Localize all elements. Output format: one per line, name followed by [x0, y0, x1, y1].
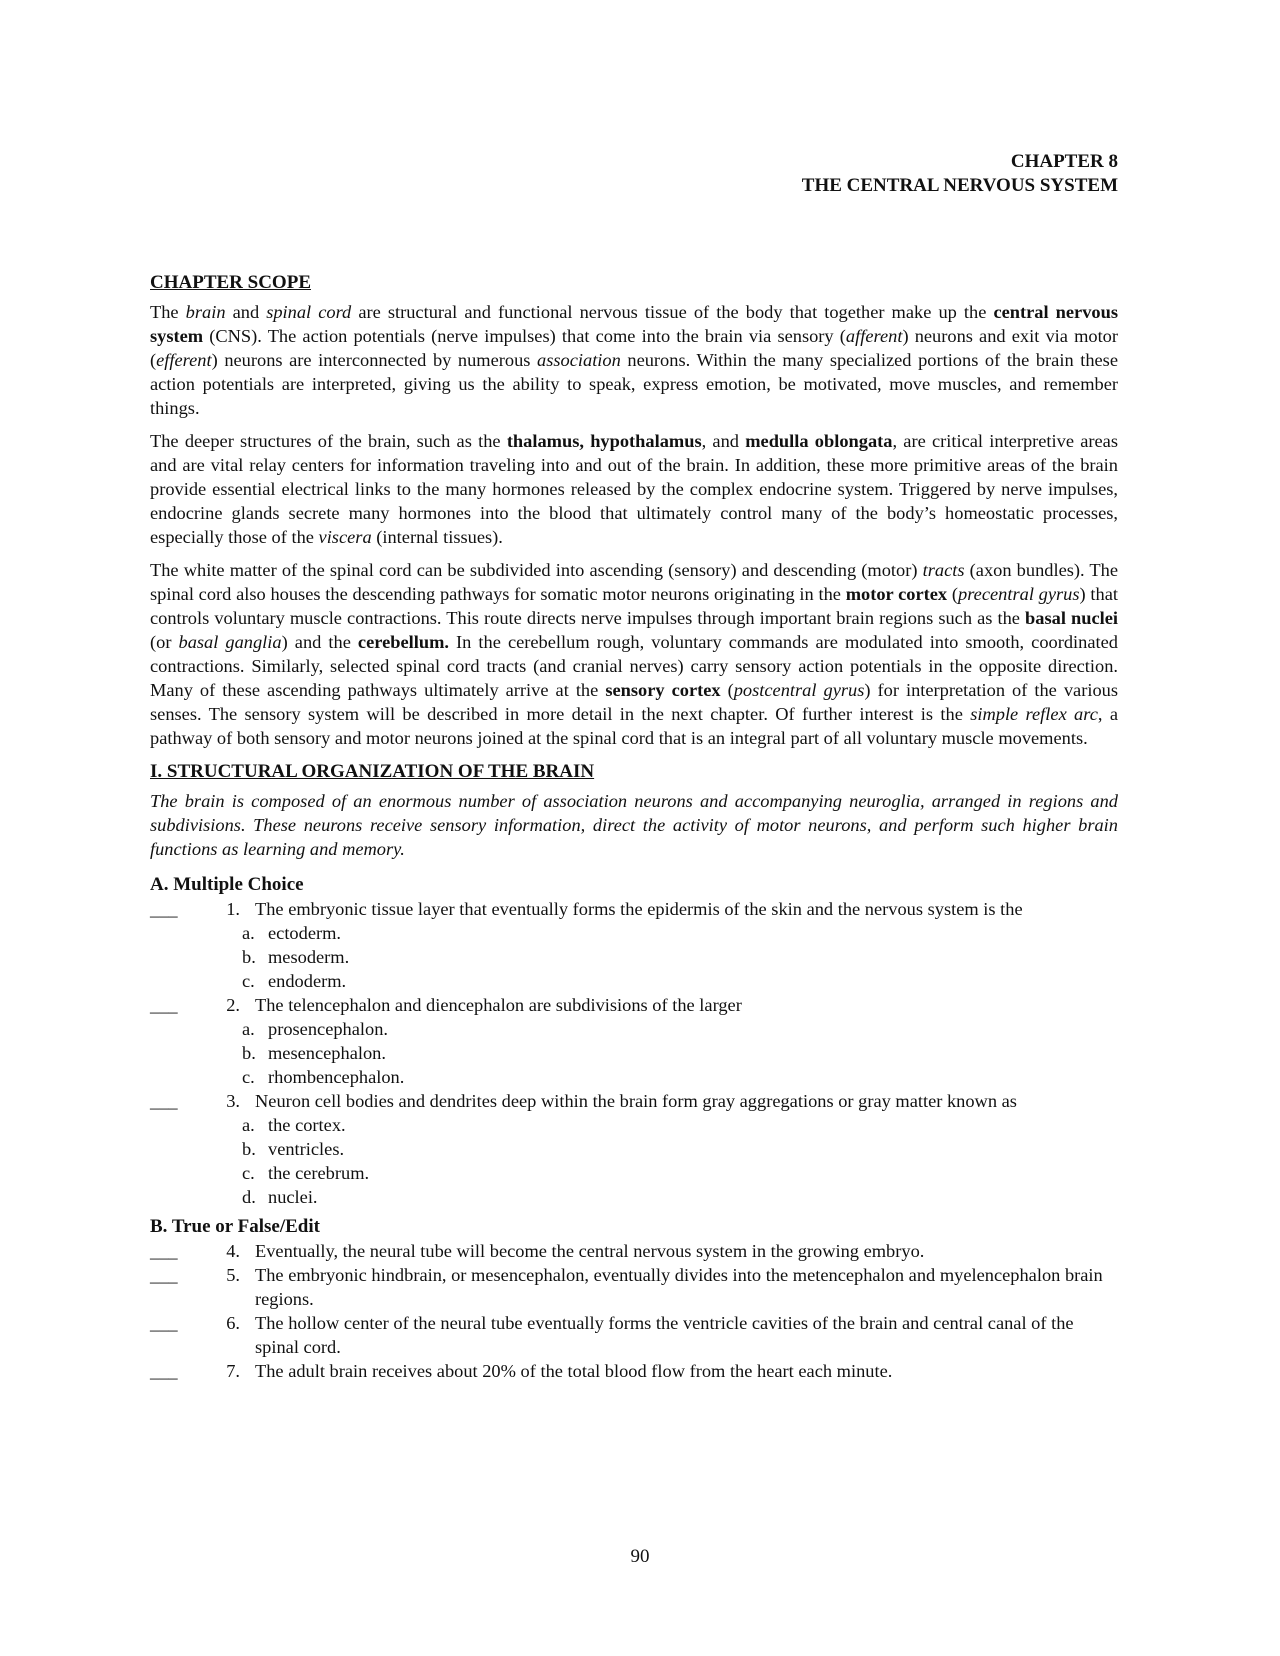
- question-row: [150, 1263, 1118, 1311]
- option-letter: c.: [242, 1067, 255, 1087]
- question-text: The embryonic hindbrain, or mesencephalon, eventually divides into the metencephalon and myelencephalon brain regions.: [255, 1265, 1103, 1309]
- text-run: The white matter of the spinal cord can be subdivided into ascending (sensory) and descending (motor): [150, 560, 923, 580]
- answer-blank: ___: [150, 995, 178, 1015]
- text-run: (axon bundles). The spinal cord also houses the descending pathways for somatic motor neurons originating in the: [150, 560, 1119, 604]
- chapter-title: THE CENTRAL NERVOUS SYSTEM: [801, 175, 1118, 196]
- question-number: 4.: [226, 1241, 240, 1261]
- answer-option: [242, 1185, 1118, 1209]
- question-text: The telencephalon and diencephalon are subdivisions of the larger: [255, 995, 742, 1015]
- option-text: mesencephalon.: [268, 1043, 386, 1063]
- option-letter: b.: [242, 947, 256, 967]
- answer-blank: ___: [150, 1313, 178, 1333]
- italic-term: afferent: [845, 326, 903, 346]
- italic-term: brain: [185, 302, 226, 322]
- option-text: nuclei.: [268, 1187, 318, 1207]
- chapter-header: [150, 150, 1118, 198]
- answer-option: [242, 1041, 1118, 1065]
- option-text: endoderm.: [268, 971, 347, 991]
- answer-blank: ___: [150, 1241, 178, 1261]
- multiple-choice-list: [150, 897, 1118, 1209]
- question-text: The adult brain receives about 20% of the total blood flow from the heart each minute.: [255, 1361, 893, 1381]
- scope-paragraph-1: [150, 300, 1118, 420]
- true-false-list: [150, 1239, 1118, 1383]
- bold-term: medulla oblongata: [745, 431, 893, 451]
- question-number: 6.: [226, 1313, 240, 1333]
- bold-term: central nervous system: [150, 302, 1118, 346]
- answer-blank: ___: [150, 1361, 178, 1381]
- answer-option: [242, 1161, 1118, 1185]
- bold-term: thalamus, hypothalamus: [506, 431, 702, 451]
- option-letter: b.: [242, 1043, 256, 1063]
- italic-term: spinal cord: [266, 302, 352, 322]
- option-letter: c.: [242, 1163, 255, 1183]
- scope-paragraph-2: [150, 429, 1118, 549]
- text-run: (: [720, 680, 734, 700]
- text-run: , are critical interpretive areas and are vital relay centers for information traveling into and out of the brain. In addition, these more primitive areas of the brain provide essential electrical links to the many hormones released by the complex endocrine system. Triggered by nerve impulses, endocrine glands secrete many hormones into the blood that ultimately control many of the body’s homeostatic processes, especially those of the: [150, 431, 1119, 547]
- page-content: [150, 150, 1118, 1383]
- text-run: are structural and functional nervous tissue of the body that together make up the: [351, 302, 994, 322]
- answer-option: [242, 1137, 1118, 1161]
- chapter-scope-heading: CHAPTER SCOPE: [150, 272, 311, 293]
- italic-term: postcentral gyrus: [733, 680, 865, 700]
- option-letter: a.: [242, 1115, 255, 1135]
- question-row: [150, 1089, 1118, 1113]
- question-number: 7.: [226, 1361, 240, 1381]
- question-text: The hollow center of the neural tube eventually forms the ventricle cavities of the brain and central canal of the spinal cord.: [255, 1313, 1074, 1357]
- option-letter: d.: [242, 1187, 256, 1207]
- italic-term: tracts: [922, 560, 965, 580]
- option-text: the cortex.: [268, 1115, 346, 1135]
- text-run: neurons. Within the many specialized portions of the brain these action potentials are interpreted, giving us the ability to speak, express emotion, be motivated, move muscles, and remember things.: [150, 350, 1118, 418]
- answer-option: [242, 1113, 1118, 1137]
- answer-options: [242, 1113, 1118, 1209]
- italic-term: association: [537, 350, 621, 370]
- answer-blank: ___: [150, 1091, 178, 1111]
- question-number: 3.: [226, 1091, 240, 1111]
- option-text: mesoderm.: [268, 947, 350, 967]
- text-run: The deeper structures of the brain, such as the: [150, 431, 507, 451]
- answer-option: [242, 969, 1118, 993]
- answer-options: [242, 1017, 1118, 1089]
- text-run: (CNS). The action potentials (nerve impulses) that come into the brain via sensory (: [203, 326, 846, 346]
- italic-term: basal ganglia: [178, 632, 282, 652]
- answer-option: [242, 1065, 1118, 1089]
- section-1-intro: The brain is composed of an enormous number of association neurons and accompanying neuroglia, arranged in regions and subdivisions. These neurons receive sensory information, direct the activity of motor neurons, and perform such higher brain functions as learning and memory.: [150, 791, 1118, 859]
- text-run: ) for interpretation of the various senses. The sensory system will be described in more detail in the next chapter. Of further interest is the: [150, 680, 1118, 724]
- answer-options: [242, 921, 1118, 993]
- question-number: 2.: [226, 995, 240, 1015]
- question-row: [150, 993, 1118, 1017]
- italic-term: efferent: [156, 350, 212, 370]
- text-run: ) neurons are interconnected by numerous: [211, 350, 538, 370]
- chapter-number: CHAPTER 8: [1010, 151, 1118, 172]
- question-row: [150, 1239, 1118, 1263]
- italic-term: simple reflex arc: [970, 704, 1098, 724]
- page-number: 90: [630, 1546, 650, 1567]
- option-letter: c.: [242, 971, 255, 991]
- question-row: [150, 1359, 1118, 1383]
- text-run: In the cerebellum rough, voluntary commands are modulated into smooth, coordinated contractions. Similarly, selected spinal cord tracts (and cranial nerves) carry sensory action potentials in the opposite direction. Many of these ascending pathways ultimately arrive at the: [150, 632, 1118, 700]
- bold-term: cerebellum.: [357, 632, 449, 652]
- section-1-heading: I. STRUCTURAL ORGANIZATION OF THE BRAIN: [150, 761, 595, 782]
- option-letter: a.: [242, 923, 255, 943]
- text-run: (or: [150, 632, 179, 652]
- text-run: The: [150, 302, 186, 322]
- answer-option: [242, 945, 1118, 969]
- text-run: ) that controls voluntary muscle contractions. This route directs nerve impulses through important brain regions such as the: [150, 584, 1118, 628]
- italic-term: precentral gyrus: [958, 584, 1080, 604]
- true-false-heading: B. True or False/Edit: [150, 1216, 320, 1237]
- answer-option: [242, 1017, 1118, 1041]
- text-run: (: [947, 584, 958, 604]
- scope-paragraph-3: [150, 558, 1118, 750]
- question-row: [150, 1311, 1118, 1359]
- question-number: 1.: [226, 899, 240, 919]
- text-run: and: [225, 302, 267, 322]
- bold-term: sensory cortex: [605, 680, 721, 700]
- option-letter: a.: [242, 1019, 255, 1039]
- question-text: Eventually, the neural tube will become the central nervous system in the growing embryo.: [255, 1241, 925, 1261]
- text-run: (internal tissues).: [371, 527, 503, 547]
- text-run: , a pathway of both sensory and motor neurons joined at the spinal cord that is an integral part of all voluntary muscle movements.: [150, 704, 1118, 748]
- text-run: , and: [701, 431, 746, 451]
- text-run: ) neurons and exit via motor (: [150, 326, 1118, 370]
- question-row: [150, 897, 1118, 921]
- question-text: The embryonic tissue layer that eventually forms the epidermis of the skin and the nervous system is the: [255, 899, 1023, 919]
- italic-term: viscera: [318, 527, 372, 547]
- option-text: rhombencephalon.: [268, 1067, 405, 1087]
- bold-term: motor cortex: [845, 584, 948, 604]
- text-run: ) and the: [281, 632, 358, 652]
- multiple-choice-heading: A. Multiple Choice: [150, 874, 304, 895]
- question-number: 5.: [226, 1265, 240, 1285]
- option-letter: b.: [242, 1139, 256, 1159]
- answer-blank: ___: [150, 899, 178, 919]
- option-text: prosencephalon.: [268, 1019, 389, 1039]
- answer-blank: ___: [150, 1265, 178, 1285]
- question-text: Neuron cell bodies and dendrites deep within the brain form gray aggregations or gray matter known as: [255, 1091, 1017, 1111]
- option-text: the cerebrum.: [268, 1163, 370, 1183]
- option-text: ventricles.: [268, 1139, 345, 1159]
- option-text: ectoderm.: [268, 923, 342, 943]
- bold-term: basal nuclei: [1025, 608, 1119, 628]
- answer-option: [242, 921, 1118, 945]
